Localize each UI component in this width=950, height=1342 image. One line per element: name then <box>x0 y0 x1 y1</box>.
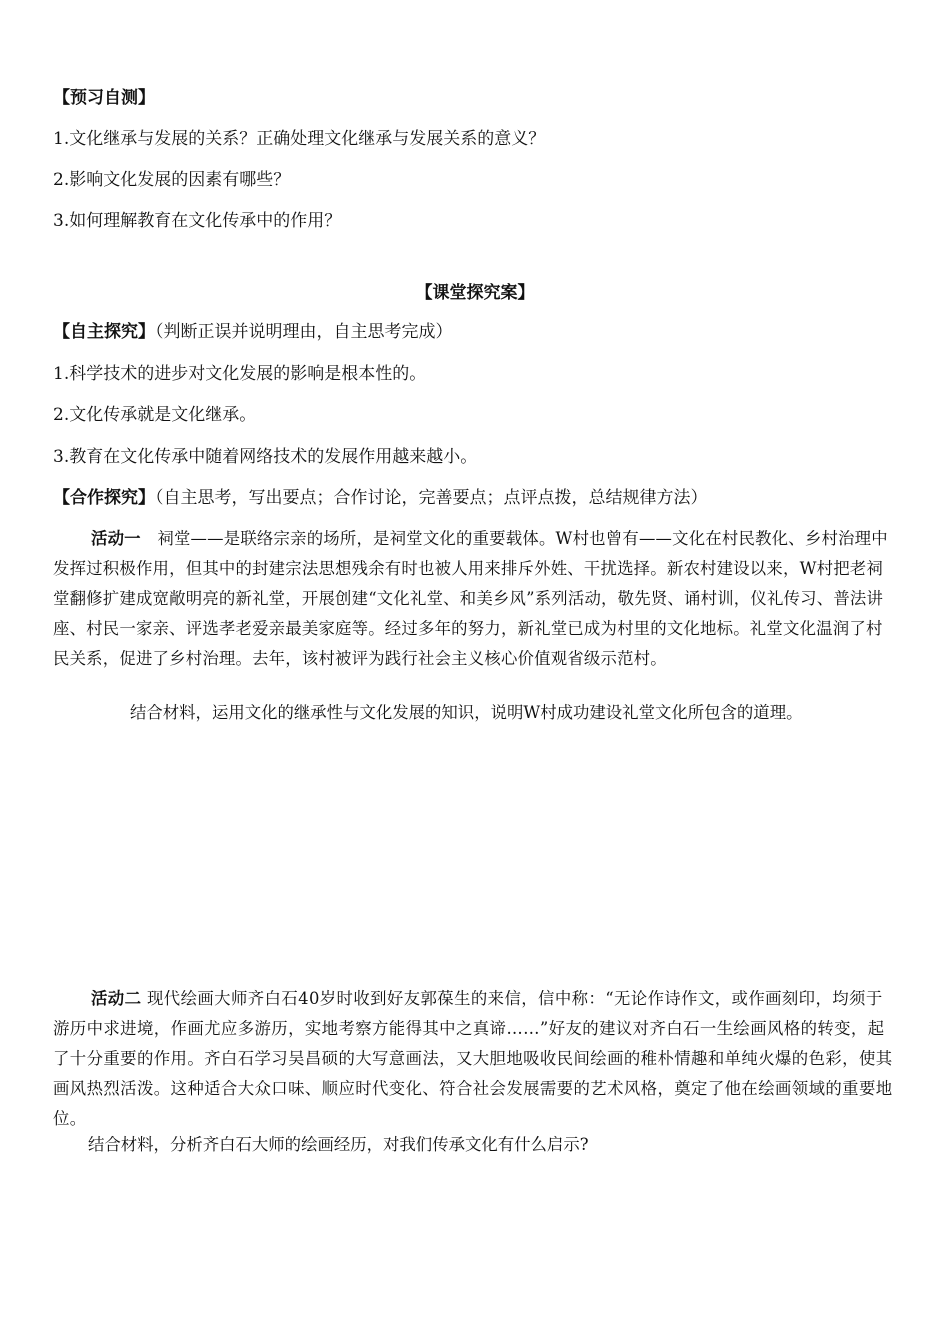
activity1-label: 活动一 <box>91 529 141 548</box>
self-study-item-1: 1.科学技术的进步对文化发展的影响是根本性的。 <box>53 364 427 384</box>
activity2-paragraph <box>53 984 898 1134</box>
preview-question-1: 1.文化继承与发展的关系？正确处理文化继承与发展关系的意义？ <box>53 129 546 149</box>
activity1-question: 结合材料，运用文化的继承性与文化发展的知识，说明W村成功建设礼堂文化所包含的道理。 <box>130 703 803 722</box>
self-study-heading: 【自主探究】 <box>53 322 155 342</box>
activity1-paragraph <box>53 524 898 674</box>
self-study-item-2: 2.文化传承就是文化继承。 <box>53 405 257 425</box>
preview-question-3: 3.如何理解教育在文化传承中的作用？ <box>53 211 342 231</box>
preview-heading: 【预习自测】 <box>53 88 155 108</box>
self-study-note: （判断正误并说明理由，自主思考完成） <box>155 322 453 342</box>
cooperation-heading: 【合作探究】 <box>53 488 155 508</box>
self-study-item-3: 3.教育在文化传承中随着网络技术的发展作用越来越小。 <box>53 447 478 467</box>
self-study-header <box>53 320 453 344</box>
activity2-text: 现代绘画大师齐白石40岁时收到好友郭葆生的来信，信中称：“无论作诗作文，或作画刻印，均须于游历中求进境，作画尤应多游历，实地考察方能得其中之真谛……”好友的建议对齐白石一生绘画风格的转变，起了十分重要的作用。齐白石学习吴昌硕的大写意画法，又大胆地吸收民间绘画的稚朴情趣和单纯火爆的色彩，使其画风热烈活泼。这种适合大众口味、顺应时代变化、符合社会发展需要的艺术风格，奠定了他在绘画领域的重要地位。 <box>53 989 893 1128</box>
activity1-text: 祠堂——是联络宗亲的场所，是祠堂文化的重要载体。W村也曾有——文化在村民教化、乡村治理中发挥过积极作用，但其中的封建宗法思想残余有时也被人用来排斥外姓、干扰选择。新农村建设以来，W村把老祠堂翻修扩建成宽敞明亮的新礼堂，开展创建“文化礼堂、和美乡风”系列活动，敬先贤、诵村训，仪礼传习、普法讲座、村民一家亲、评选孝老爱亲最美家庭等。经过多年的努力，新礼堂已成为村里的文化地标。礼堂文化温润了村民关系，促进了乡村治理。去年，该村被评为践行社会主义核心价值观省级示范村。 <box>53 529 888 668</box>
cooperation-header <box>53 486 708 510</box>
cooperation-note: （自主思考，写出要点；合作讨论，完善要点；点评点拨，总结规律方法） <box>155 488 708 508</box>
activity2-label: 活动二 <box>91 989 142 1008</box>
activity2-question: 结合材料，分析齐白石大师的绘画经历，对我们传承文化有什么启示? <box>88 1135 589 1154</box>
classroom-title: 【课堂探究案】 <box>415 283 535 303</box>
preview-question-2: 2.影响文化发展的因素有哪些？ <box>53 170 291 190</box>
